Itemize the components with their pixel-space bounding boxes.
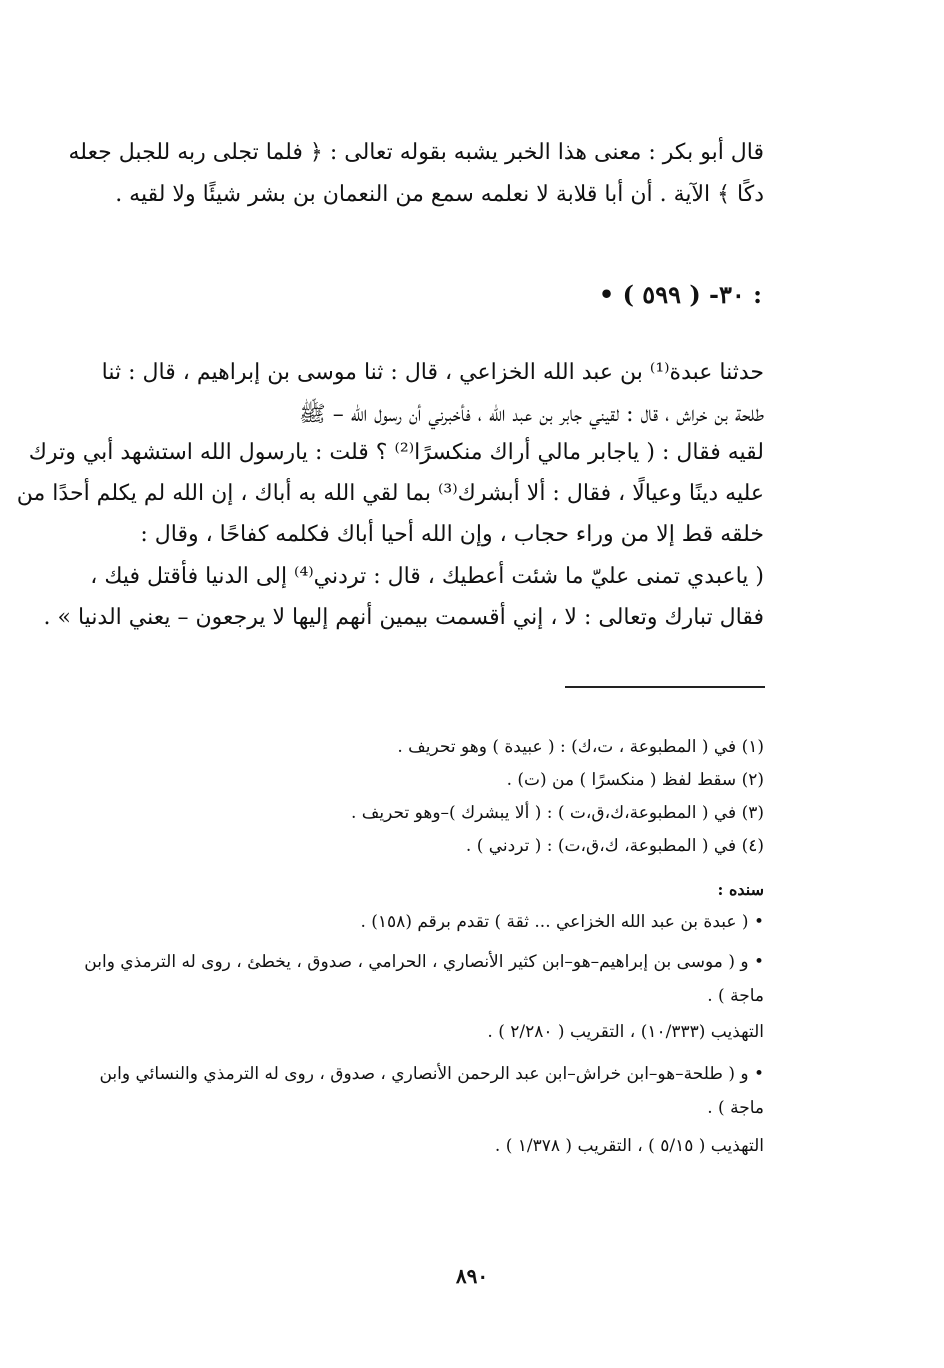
hadith-line: حدثنا عبدة⁽¹⁾ بن عبد الله الخزاعي ، قال : ثنا موسى بن إبراهيم ، قال : ثنا: [101, 360, 764, 385]
sanad-line: • و ( طلحة–هو–ابن خراش–ابن عبد الرحمن الأنصاري ، صدوق ، روى له الترمذي والنسائي وابن: [99, 1064, 764, 1084]
footnote: (٢) سقط لفظ ( منكسرًا ) من (ت) .: [506, 770, 764, 790]
hadith-line: عليه دينًا وعيالًا ، فقال : ألا أبشرك⁽³⁾ بما لقي الله به أباك ، إن الله لم يكلم أحدًا من: [16, 481, 764, 506]
footnote-separator: [565, 686, 765, 688]
sanad-line: التهذيب (١٠/٣٣٣) ، التقريب ( ٢/٢٨٠ ) .: [487, 1022, 764, 1042]
sanad-line: ماجة ) .: [707, 1098, 764, 1118]
sanad-line: • ( عبدة بن عبد الله الخزاعي ... ثقة ) تقدم برقم (١٥٨) .: [360, 912, 764, 932]
hadith-line: لقيه فقال : ( ياجابر مالي أراك منكسرًا⁽²⁾ ؟ قلت : يارسول الله استشهد أبي وترك: [28, 440, 764, 465]
hadith-line: فقال تبارك وتعالى : لا ، إني أقسمت بيمين أنهم إليها لا يرجعون – يعني الدنيا » .: [43, 605, 764, 630]
hadith-line: خلقه قط إلا من وراء حجاب ، وإن الله أحيا أباك فكلمه كفاحًا ، وقال :: [140, 522, 764, 547]
sanad-line: • و ( موسى بن إبراهيم–هو–ابن كثير الأنصاري ، الحرامي ، صدوق ، يخطئ ، روى له الترمذي وابن: [84, 952, 764, 972]
sanad-line: ماجة ) .: [707, 986, 764, 1006]
footnote: (٤) في ( المطبوعة، ك،ق،ت) : ( تردني ) .: [465, 836, 764, 856]
hadith-line: ( ياعبدي تمنى عليّ ما شئت أعطيك ، قال : تردني⁽⁴⁾ إلى الدنيا فأقتل فيك ،: [90, 564, 764, 589]
intro-line: قال أبو بكر : معنى هذا الخبر يشبه بقوله تعالى : ﴿ فلما تجلى ربه للجبل جعله: [68, 140, 764, 165]
page-number: ٨٩٠: [455, 1264, 489, 1288]
footnote: (٣) في ( المطبوعة،ك،ق،ت ) : ( ألا يبشرك )–وهو تحريف .: [350, 803, 764, 823]
intro-line: دكًا ﴾ الآية . أن أبا قلابة لا نعلمه سمع من النعمان بن بشر شيئًا ولا لقيه .: [115, 182, 764, 207]
sanad-line: التهذيب ( ٥/١٥ ) ، التقريب ( ١/٣٧٨ ) .: [494, 1136, 764, 1156]
sanad-heading: سنده :: [717, 880, 764, 899]
hadith-number-heading: • ٣٠- ( ٥٩٩ ) :: [598, 280, 762, 309]
footnote: (١) في ( المطبوعة ، ت،ك) : ( عبيدة ) وهو تحريف .: [397, 737, 764, 757]
hadith-line: طلحة بن خراش ، قال : لقيني جابر بن عبد الله ، فأخبرني أن رسول الله – ﷺ: [299, 402, 764, 427]
